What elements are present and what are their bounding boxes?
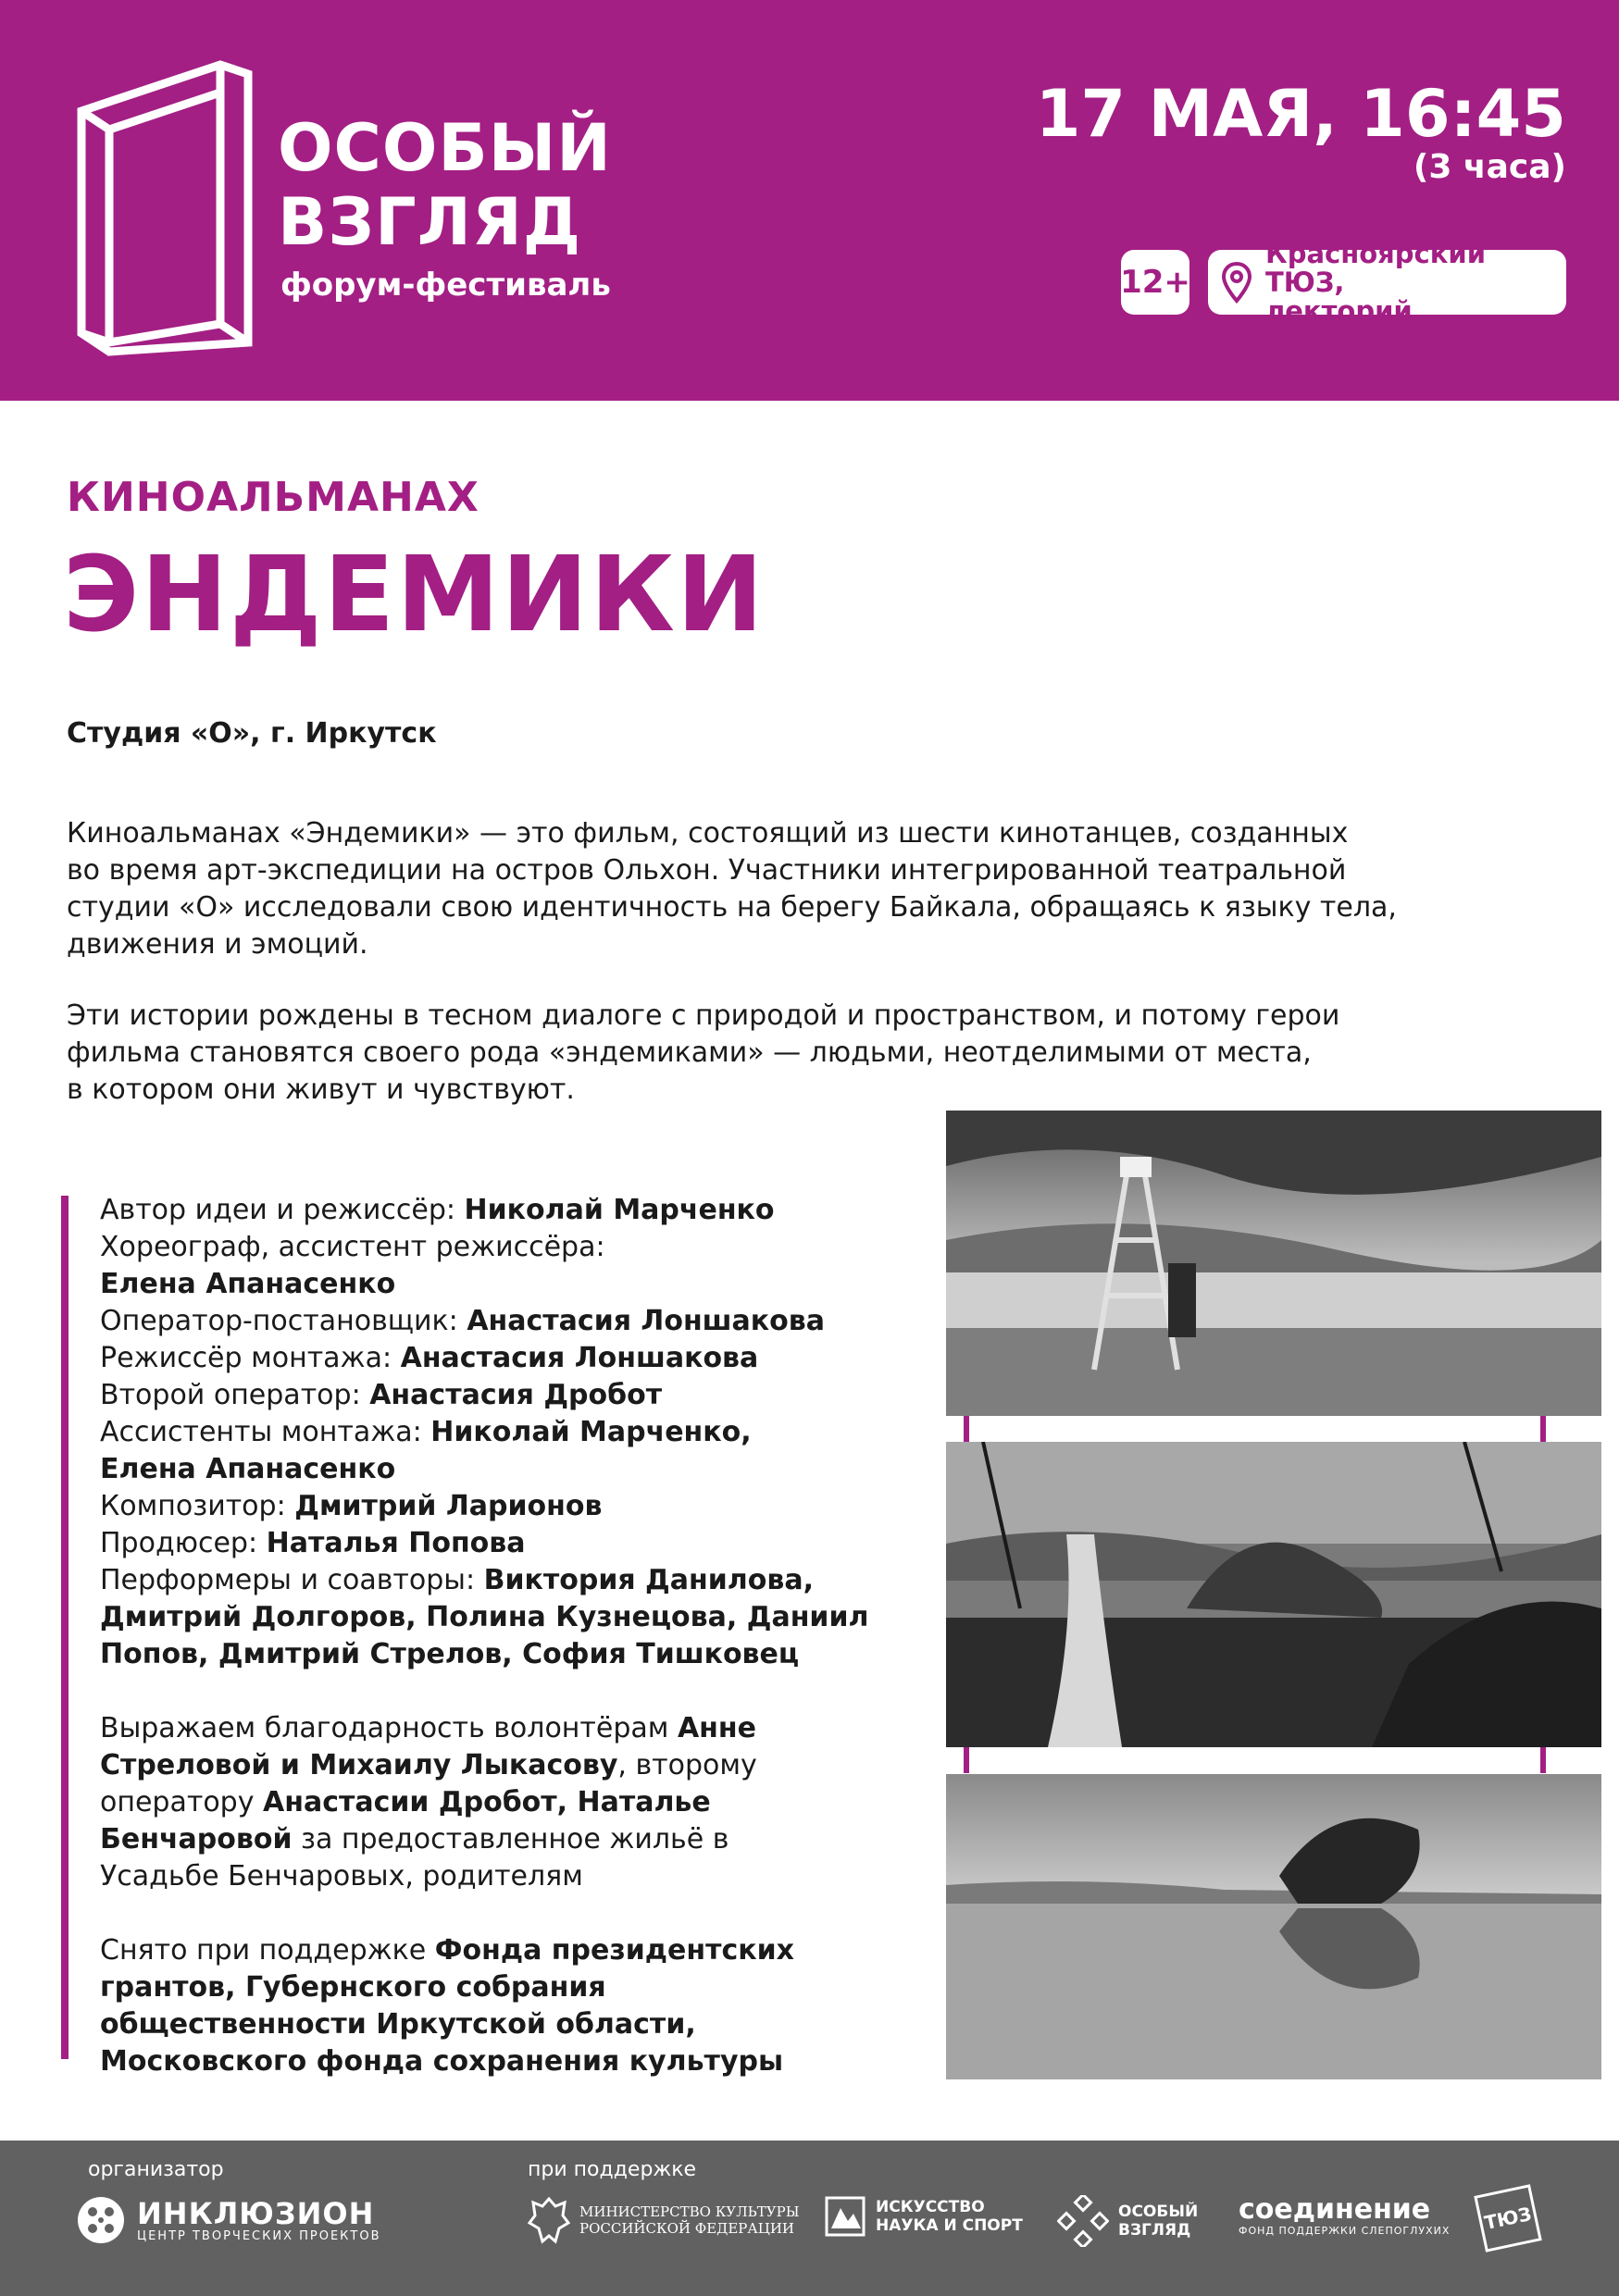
film-still-2: [946, 1442, 1601, 1747]
credit-label: Продюсер:: [100, 1527, 267, 1559]
support-line: [100, 2006, 896, 2043]
text-line: Эти истории рождены в тесном диалоге с природой и пространством, и потому герои: [67, 999, 1340, 1032]
thanks-line: [100, 1784, 896, 1821]
text-line: во время арт-экспедиции на остров Ольхон. Участники интегрированной театральной: [67, 854, 1347, 887]
credit-name: Елена Апанасенко: [100, 1268, 396, 1300]
event-kicker: КИНОАЛЬМАНАХ: [67, 474, 479, 521]
venue-text: [1265, 237, 1566, 327]
venue-badge: [1208, 237, 1566, 327]
credit-choreo-name: [100, 1266, 896, 1303]
thanks-text: , второму: [617, 1749, 757, 1781]
credit-name: Попов, Дмитрий Стрелов, София Тишковец: [100, 1638, 800, 1670]
partner-tuz: [1479, 2190, 1537, 2247]
thanks-line: Усадьбе Бенчаровых, родителям: [100, 1860, 583, 1893]
support-name: Московского фонда сохранения культуры: [100, 2045, 784, 2078]
description-paragraph-2: [67, 998, 1529, 1109]
organizer-subtitle: ЦЕНТР ТВОРЧЕСКИХ ПРОЕКТОВ: [137, 2228, 381, 2243]
tuz-logo: ТЮЗ: [1474, 2184, 1542, 2253]
support-line: [100, 1969, 896, 2006]
text-line: фильма становятся своего рода «эндемиками» — людьми, неотделимыми от места,: [67, 1036, 1312, 1069]
event-title: ЭНДЕМИКИ: [63, 535, 766, 655]
thanks-line: [100, 1710, 896, 1747]
soedinenie-name: соединение: [1239, 2193, 1431, 2226]
film-still-3: [946, 1774, 1601, 2079]
ministry-line-1: МИНИСТЕРСТВО КУЛЬТУРЫ: [579, 2203, 800, 2220]
organizer-logo: [76, 2195, 381, 2245]
credit-composer: [100, 1488, 896, 1525]
venue-line-2: лекторий: [1265, 294, 1413, 327]
thanks-name: Анастасии Дробот, Наталье: [263, 1786, 711, 1818]
credit-name: Елена Апанасенко: [100, 1453, 396, 1485]
partner-art-science-sport: [824, 2195, 1023, 2238]
text-line: студии «О» исследовали свою идентичность на берегу Байкала, обращаясь к языку тела,: [67, 891, 1397, 924]
logo-line-2: ВЗГЛЯД: [278, 184, 582, 260]
ministry-line-2: РОССИЙСКОЙ ФЕДЕРАЦИИ: [579, 2220, 794, 2237]
studio-line: Студия «О», г. Иркутск: [67, 717, 437, 750]
coat-of-arms-icon: [528, 2195, 570, 2245]
thanks-line: [100, 1747, 896, 1784]
credit-label: Второй оператор:: [100, 1379, 370, 1411]
credit-choreo-label: Хореограф, ассистент режиссёра:: [100, 1231, 605, 1263]
inkluzion-logo-icon: [76, 2195, 126, 2245]
thanks-line: [100, 1821, 896, 1858]
credit-label: Композитор:: [100, 1490, 295, 1522]
support-label: при поддержке: [528, 2158, 697, 2181]
credit-name: Анастасия Лоншакова: [400, 1342, 759, 1374]
credit-performers-cont: [100, 1636, 896, 1673]
art-science-sport-logo-icon: [824, 2195, 866, 2238]
photo-divider-tick: [1540, 1747, 1546, 1773]
credit-name: Николай Марченко: [464, 1194, 775, 1226]
credit-name: Анастасия Дробот: [369, 1379, 663, 1411]
partner-soedinenie: [1239, 2195, 1450, 2237]
event-duration: (3 часа): [1413, 148, 1566, 186]
credit-name: Дмитрий Ларионов: [294, 1490, 603, 1522]
credit-second-operator: [100, 1377, 896, 1414]
support-name: Фонда президентских: [434, 1934, 794, 1967]
venue-line-1: Красноярский ТЮЗ,: [1265, 237, 1487, 298]
soedinenie-subtitle: ФОНД ПОДДЕРЖКИ СЛЕПОГЛУХИХ: [1239, 2225, 1451, 2237]
festival-logo-title: [278, 111, 612, 259]
age-rating-badge: 12+: [1121, 250, 1189, 315]
event-date: 17 МАЯ, 16:45: [1035, 76, 1566, 152]
partner-osobiy-vzglyad: [1057, 2195, 1198, 2247]
credit-dop: [100, 1303, 896, 1340]
film-still-1: [946, 1111, 1601, 1416]
logo-subtitle: форум-фестиваль: [280, 267, 611, 304]
credit-name: Анастасия Лоншакова: [467, 1305, 825, 1337]
art-science-sport-line-1: ИСКУССТВО: [876, 2198, 985, 2216]
organizer-name: ИНКЛЮЗИОН: [137, 2195, 375, 2231]
photo-divider-tick: [1540, 1416, 1546, 1442]
credits-block: [100, 1192, 896, 2080]
logo-line-1: ОСОБЫЙ: [278, 110, 612, 186]
support-text: Снято при поддержке: [100, 1934, 435, 1967]
credit-label: Автор идеи и режиссёр:: [100, 1194, 465, 1226]
credit-assistants: [100, 1414, 896, 1451]
credit-editor: [100, 1340, 896, 1377]
art-science-sport-line-2: НАУКА И СПОРТ: [876, 2216, 1023, 2235]
credits-accent-bar: [61, 1196, 68, 2059]
credit-assistants-cont: [100, 1451, 896, 1488]
credit-label: Режиссёр монтажа:: [100, 1342, 401, 1374]
credit-name: Наталья Попова: [266, 1527, 526, 1559]
thanks-text: оператору: [100, 1786, 264, 1818]
description-paragraph-1: [67, 815, 1529, 963]
support-name: общественности Иркутской области,: [100, 2008, 696, 2041]
thanks-text: за предоставленное жильё в: [292, 1823, 729, 1855]
credit-name: Виктория Данилова,: [483, 1564, 814, 1596]
credit-label: Перформеры и соавторы:: [100, 1564, 484, 1596]
credit-label: Ассистенты монтажа:: [100, 1416, 431, 1448]
thanks-name: Анне: [677, 1712, 756, 1744]
credit-name: Дмитрий Долгоров, Полина Кузнецова, Даниил: [100, 1601, 869, 1633]
credit-performers-cont: [100, 1599, 896, 1636]
text-line: движения и эмоций.: [67, 928, 368, 961]
text-line: Киноальманах «Эндемики» — это фильм, состоящий из шести кинотанцев, созданных: [67, 817, 1349, 850]
osobiy-vzglyad-line-2: ВЗГЛЯД: [1118, 2221, 1191, 2240]
osobiy-vzglyad-line-1: ОСОБЫЙ: [1118, 2203, 1199, 2221]
support-name: грантов, Губернского собрания: [100, 1971, 606, 2004]
thanks-name: Бенчаровой: [100, 1823, 293, 1855]
location-pin-icon: [1221, 261, 1252, 304]
support-line: [100, 1932, 896, 1969]
text-line: в котором они живут и чувствуют.: [67, 1074, 575, 1106]
thanks-name: Стреловой и Михаилу Лыкасову: [100, 1749, 618, 1781]
credit-label: Оператор-постановщик:: [100, 1305, 467, 1337]
support-line: [100, 2043, 896, 2080]
photo-divider-tick: [964, 1416, 969, 1442]
credit-performers: [100, 1562, 896, 1599]
organizer-label: организатор: [88, 2158, 224, 2181]
osobiy-vzglyad-logo-icon: [1057, 2195, 1109, 2247]
photo-divider-tick: [964, 1747, 969, 1773]
thanks-text: Выражаем благодарность волонтёрам: [100, 1712, 678, 1744]
credit-author: [100, 1192, 896, 1229]
credit-name: Николай Марченко,: [430, 1416, 752, 1448]
partner-ministry: [528, 2195, 799, 2245]
credit-producer: [100, 1525, 896, 1562]
frame-logo-icon: [72, 56, 257, 361]
